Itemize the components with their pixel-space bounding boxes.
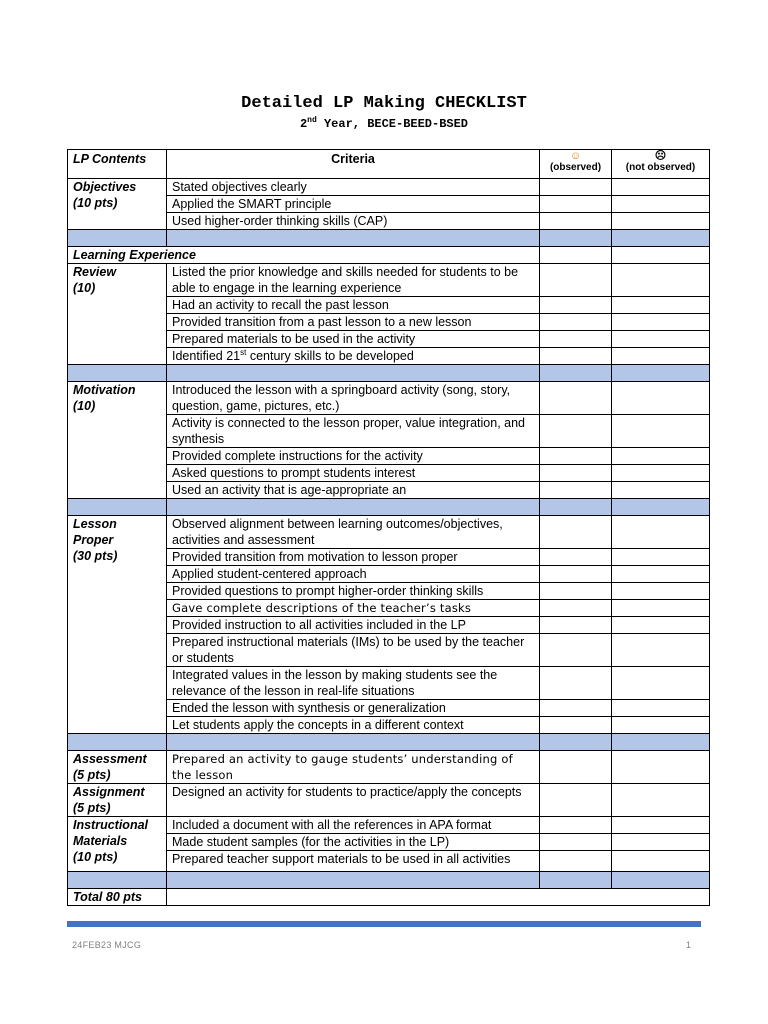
- observed-cell[interactable]: [540, 448, 612, 465]
- criteria-cell: Integrated values in the lesson by making students see the relevance of the lesson in real-life situations: [167, 667, 540, 700]
- criteria-cell: Used an activity that is age-appropriate an: [167, 482, 540, 499]
- not-observed-cell[interactable]: [612, 179, 710, 196]
- observed-cell[interactable]: [540, 247, 612, 264]
- checklist-table: [67, 149, 710, 906]
- section-assessment: [68, 751, 167, 784]
- section-points: (10): [73, 281, 96, 295]
- header-observed: [540, 150, 612, 179]
- criteria-cell: Gave complete descriptions of the teacher’s tasks: [167, 600, 540, 617]
- observed-cell[interactable]: [540, 566, 612, 583]
- observed-cell[interactable]: [540, 482, 612, 499]
- section-label: Materials: [73, 834, 128, 848]
- not-observed-cell[interactable]: [612, 817, 710, 834]
- table-row: [68, 247, 710, 264]
- not-observed-cell[interactable]: [612, 516, 710, 549]
- observed-cell[interactable]: [540, 314, 612, 331]
- spacer-row: [68, 872, 710, 889]
- section-points: (10 pts): [73, 850, 118, 864]
- table-row: [68, 179, 710, 196]
- spacer-row: [68, 734, 710, 751]
- observed-cell[interactable]: [540, 851, 612, 872]
- table-row: [68, 889, 710, 906]
- not-observed-cell[interactable]: [612, 700, 710, 717]
- total-value-cell[interactable]: [167, 889, 710, 906]
- criteria-text: century skills to be developed: [246, 349, 414, 363]
- criteria-cell: [167, 348, 540, 365]
- observed-cell[interactable]: [540, 717, 612, 734]
- criteria-cell: Stated objectives clearly: [167, 179, 540, 196]
- criteria-cell: Provided questions to prompt higher-order thinking skills: [167, 583, 540, 600]
- table-row: [68, 264, 710, 297]
- observed-cell[interactable]: [540, 600, 612, 617]
- spacer-row: [68, 230, 710, 247]
- section-points: (30 pts): [73, 549, 118, 563]
- footer-code: 24FEB23 MJCG: [72, 940, 142, 950]
- header-not-observed-label: (not observed): [625, 162, 696, 173]
- not-observed-cell[interactable]: [612, 600, 710, 617]
- section-instructional-materials: [68, 817, 167, 872]
- criteria-cell: Provided complete instructions for the activity: [167, 448, 540, 465]
- section-points: (5 pts): [73, 768, 111, 782]
- table-row: [68, 382, 710, 415]
- section-label: Assignment: [73, 785, 145, 799]
- observed-cell[interactable]: [540, 348, 612, 365]
- not-observed-cell[interactable]: [612, 247, 710, 264]
- smiley-face-icon: ☺: [569, 150, 582, 162]
- section-points: (10): [73, 399, 96, 413]
- footer-divider: [67, 921, 701, 927]
- section-label: Objectives: [73, 180, 137, 194]
- observed-cell[interactable]: [540, 382, 612, 415]
- table-row: [68, 751, 710, 784]
- criteria-cell: Had an activity to recall the past lesson: [167, 297, 540, 314]
- not-observed-cell[interactable]: [612, 583, 710, 600]
- section-label: Review: [73, 265, 117, 279]
- observed-cell[interactable]: [540, 834, 612, 851]
- criteria-cell: Prepared instructional materials (IMs) to be used by the teacher or students: [167, 634, 540, 667]
- table-row: [68, 817, 710, 834]
- not-observed-cell[interactable]: [612, 784, 710, 817]
- observed-cell[interactable]: [540, 549, 612, 566]
- table-row: [68, 784, 710, 817]
- not-observed-cell[interactable]: [612, 566, 710, 583]
- table-row: [68, 516, 710, 549]
- document-subtitle: [0, 117, 768, 131]
- criteria-cell: Provided transition from motivation to lesson proper: [167, 549, 540, 566]
- criteria-cell: Let students apply the concepts in a different context: [167, 717, 540, 734]
- not-observed-cell[interactable]: [612, 314, 710, 331]
- not-observed-cell[interactable]: [612, 213, 710, 230]
- page-number: 1: [686, 940, 692, 950]
- criteria-cell: Introduced the lesson with a springboard activity (song, story, question, game, pictures, etc.): [167, 382, 540, 415]
- criteria-text: Identified 21: [172, 349, 241, 363]
- not-observed-cell[interactable]: [612, 264, 710, 297]
- criteria-cell: Ended the lesson with synthesis or generalization: [167, 700, 540, 717]
- criteria-cell: Applied student-centered approach: [167, 566, 540, 583]
- header-lp-contents: LP Contents: [68, 150, 167, 179]
- section-assignment: [68, 784, 167, 817]
- spacer-row: [68, 499, 710, 516]
- not-observed-cell[interactable]: [612, 617, 710, 634]
- criteria-cell: Provided instruction to all activities included in the LP: [167, 617, 540, 634]
- not-observed-cell[interactable]: [612, 415, 710, 448]
- observed-cell[interactable]: [540, 700, 612, 717]
- header-criteria: Criteria: [167, 150, 540, 179]
- observed-cell[interactable]: [540, 784, 612, 817]
- observed-cell[interactable]: [540, 817, 612, 834]
- total-label: Total 80 pts: [68, 889, 167, 906]
- document-title: Detailed LP Making CHECKLIST: [241, 94, 527, 113]
- not-observed-cell[interactable]: [612, 717, 710, 734]
- not-observed-cell[interactable]: [612, 851, 710, 872]
- observed-cell[interactable]: [540, 415, 612, 448]
- observed-cell[interactable]: [540, 331, 612, 348]
- observed-cell[interactable]: [540, 297, 612, 314]
- criteria-cell: Prepared materials to be used in the activity: [167, 331, 540, 348]
- section-label: Lesson: [73, 517, 117, 531]
- criteria-cell: Activity is connected to the lesson proper, value integration, and synthesis: [167, 415, 540, 448]
- observed-cell[interactable]: [540, 617, 612, 634]
- observed-cell[interactable]: [540, 213, 612, 230]
- not-observed-cell[interactable]: [612, 331, 710, 348]
- observed-cell[interactable]: [540, 465, 612, 482]
- criteria-cell: Prepared an activity to gauge students’ understanding of the lesson: [167, 751, 540, 784]
- section-points: (5 pts): [73, 801, 111, 815]
- criteria-cell: Provided transition from a past lesson to a new lesson: [167, 314, 540, 331]
- section-review: [68, 264, 167, 365]
- criteria-cell: Included a document with all the references in APA format: [167, 817, 540, 834]
- spacer-row: [68, 365, 710, 382]
- section-label: Assessment: [73, 752, 147, 766]
- section-label: Instructional: [73, 818, 149, 832]
- not-observed-cell[interactable]: [612, 348, 710, 365]
- not-observed-cell[interactable]: [612, 482, 710, 499]
- criteria-cell: Observed alignment between learning outcomes/objectives, activities and assessment: [167, 516, 540, 549]
- not-observed-cell[interactable]: [612, 634, 710, 667]
- section-points: (10 pts): [73, 196, 118, 210]
- not-observed-cell[interactable]: [612, 549, 710, 566]
- criteria-cell: Prepared teacher support materials to be used in all activities: [167, 851, 540, 872]
- not-observed-cell[interactable]: [612, 834, 710, 851]
- not-observed-cell[interactable]: [612, 465, 710, 482]
- not-observed-cell[interactable]: [612, 448, 710, 465]
- observed-cell[interactable]: [540, 196, 612, 213]
- observed-cell[interactable]: [540, 179, 612, 196]
- criteria-cell: Designed an activity for students to practice/apply the concepts: [167, 784, 540, 817]
- criteria-cell: Listed the prior knowledge and skills needed for students to be able to engage in the learning experience: [167, 264, 540, 297]
- observed-cell[interactable]: [540, 634, 612, 667]
- subtitle-superscript: nd: [307, 116, 317, 125]
- section-motivation: [68, 382, 167, 499]
- criteria-cell: Made student samples (for the activities in the LP): [167, 834, 540, 851]
- section-objectives: [68, 179, 167, 230]
- subtitle-rest: Year, BECE-BEED-BSED: [316, 117, 469, 131]
- observed-cell[interactable]: [540, 516, 612, 549]
- header-observed-label: (observed): [549, 162, 602, 173]
- criteria-cell: Asked questions to prompt students interest: [167, 465, 540, 482]
- sad-face-icon: ☹: [654, 150, 667, 162]
- subtitle-ordinal: 2: [299, 117, 308, 131]
- section-learning-experience: Learning Experience: [68, 247, 540, 264]
- not-observed-cell[interactable]: [612, 297, 710, 314]
- header-not-observed: [612, 150, 710, 179]
- section-label: Proper: [73, 533, 114, 547]
- not-observed-cell[interactable]: [612, 751, 710, 784]
- not-observed-cell[interactable]: [612, 667, 710, 700]
- table-header-row: [68, 150, 710, 179]
- observed-cell[interactable]: [540, 667, 612, 700]
- criteria-cell: Applied the SMART principle: [167, 196, 540, 213]
- section-label: Motivation: [73, 383, 136, 397]
- observed-cell[interactable]: [540, 751, 612, 784]
- observed-cell[interactable]: [540, 583, 612, 600]
- criteria-superscript: st: [240, 347, 247, 357]
- section-lesson-proper: [68, 516, 167, 734]
- observed-cell[interactable]: [540, 264, 612, 297]
- criteria-cell: Used higher-order thinking skills (CAP): [167, 213, 540, 230]
- not-observed-cell[interactable]: [612, 196, 710, 213]
- not-observed-cell[interactable]: [612, 382, 710, 415]
